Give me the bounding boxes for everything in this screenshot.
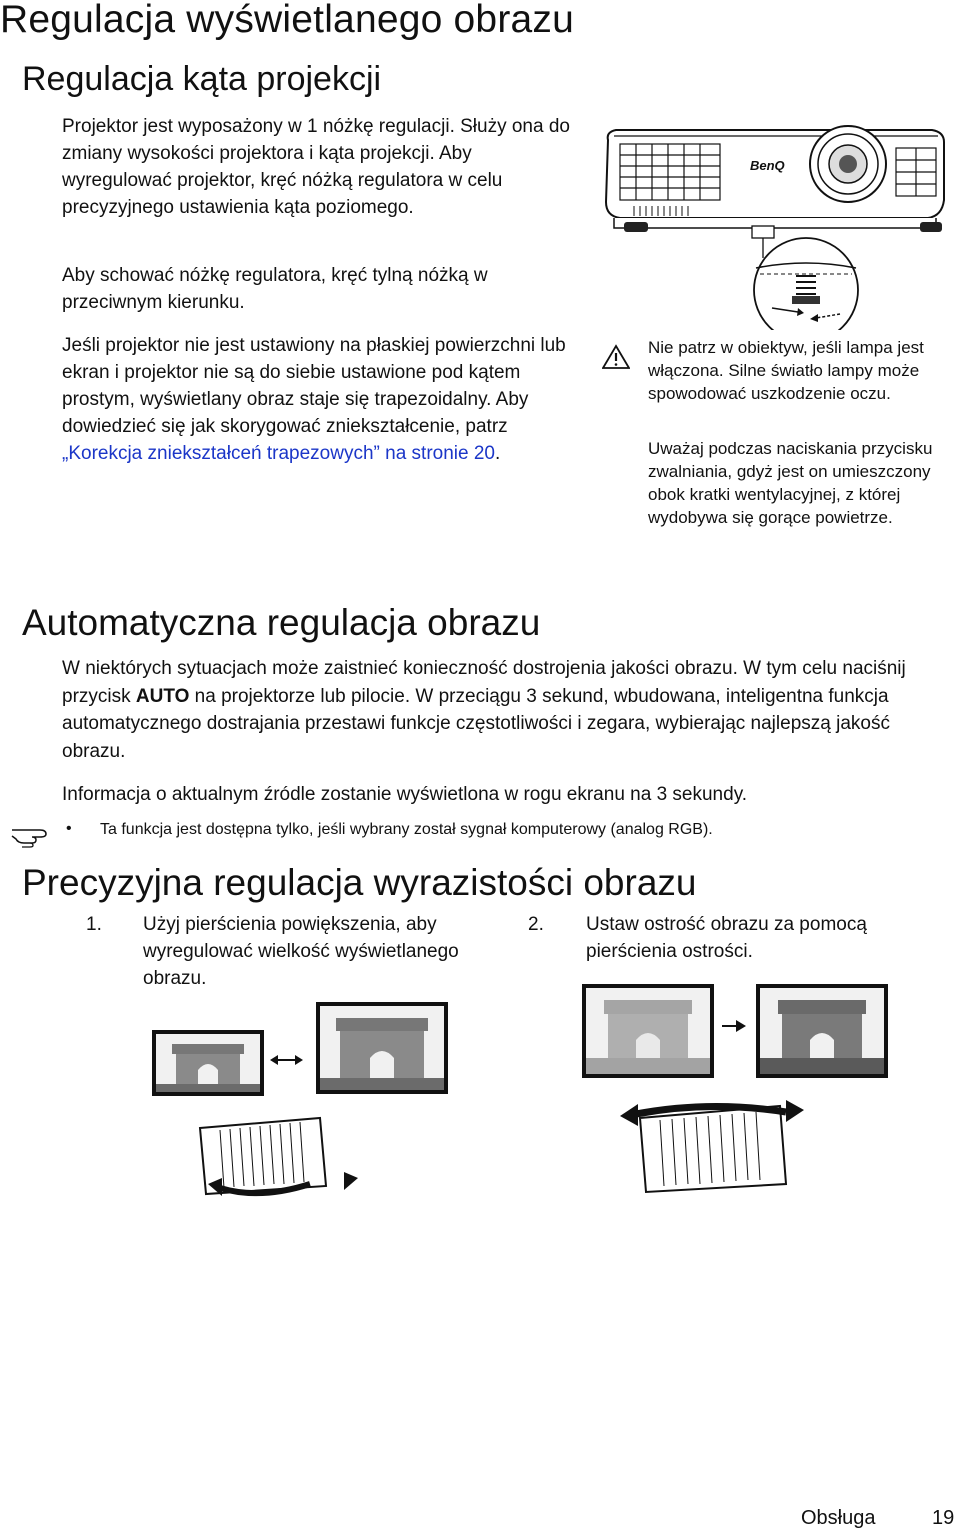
paragraph-keystone [62, 332, 577, 467]
auto-key-label: AUTO [135, 685, 190, 707]
step-1-text: Użyj pierścienia powiększenia, aby wyregulować wielkość wyświetlanego obrazu. [143, 914, 459, 989]
paragraph-retract-foot: Aby schować nóżkę regulatora, kręć tylną nóżką w przeciwnym kierunku. [62, 265, 488, 313]
note-analog-rgb: Ta funkcja jest dostępna tylko, jeśli wybrany został sygnał komputerowy (analog RGB). [100, 821, 713, 838]
section-title-auto-adjust: Automatyczna regulacja obrazu [22, 602, 541, 643]
page-title: Regulacja wyświetlanego obrazu [0, 0, 574, 41]
paragraph-adjuster-foot: Projektor jest wyposażony w 1 nóżkę regulacji. Służy ona do zmiany wysokości projektora i kąta projekcji. Aby wyregulować projektor, kręć nóżką regulatora w celu precyzyjnego ustawienia kąta poziomego. [62, 116, 570, 218]
warning-hot-air: Uważaj podczas naciskania przycisku zwalniania, gdyż jest on umieszczony obok kratki wentylacyjnej, z której wydobywa się gorące powietrze. [648, 439, 933, 527]
footer-section-name: Obsługa [801, 1507, 876, 1529]
step-1-number: 1. [86, 914, 102, 935]
auto-text-before: W niektórych sytuacjach może zaistnieć konieczność dostrojenia jakości obrazu. W tym celu naciśnij przycisk [62, 658, 906, 707]
step-2-text: Ustaw ostrość obrazu za pomocą pierścienia ostrości. [586, 914, 867, 962]
keystone-text: Jeśli projektor nie jest ustawiony na płaskiej powierzchni lub ekran i projektor nie są do siebie ustawione pod kątem prostym, wyświetlany obraz staje się trapezoidalny. Aby dowiedzieć się jak skorygować zniekształcenie, patrz [62, 335, 566, 437]
section-title-fine-tune: Precyzyjna regulacja wyrazistości obrazu [22, 862, 697, 903]
section-title-projection-angle: Regulacja kąta projekcji [22, 60, 382, 98]
step-2-number: 2. [528, 914, 544, 935]
keystone-link[interactable]: „Korekcja zniekształceń trapezowych” na stronie 20 [62, 443, 495, 464]
brand-logo: BenQ [750, 158, 785, 173]
paragraph-source-info: Informacja o aktualnym źródle zostanie wyświetlona w rogu ekranu na 3 sekundy. [62, 784, 748, 805]
warning-lens: Nie patrz w obiektyw, jeśli lampa jest włączona. Silne światło lampy może spowodować uszkodzenie oczu. [648, 338, 924, 403]
paragraph-auto-adjust [62, 655, 957, 765]
pointing-hand-icon [10, 822, 58, 848]
keystone-end: . [494, 443, 501, 464]
auto-text-after: na projektorze lub pilocie. W przeciągu 3 sekund, wbudowana, inteligentna funkcja automatycznego dostrajania przestawi funkcje częstotliwości i zegara, wybierając najlepszą jakość obrazu. [62, 685, 890, 762]
note-bullet: • [66, 820, 72, 837]
zoom-illustration [150, 1000, 460, 1200]
focus-illustration [580, 980, 940, 1200]
warning-icon [602, 344, 630, 370]
projector-illustration [600, 118, 952, 330]
footer-page-number: 19 [932, 1507, 955, 1529]
